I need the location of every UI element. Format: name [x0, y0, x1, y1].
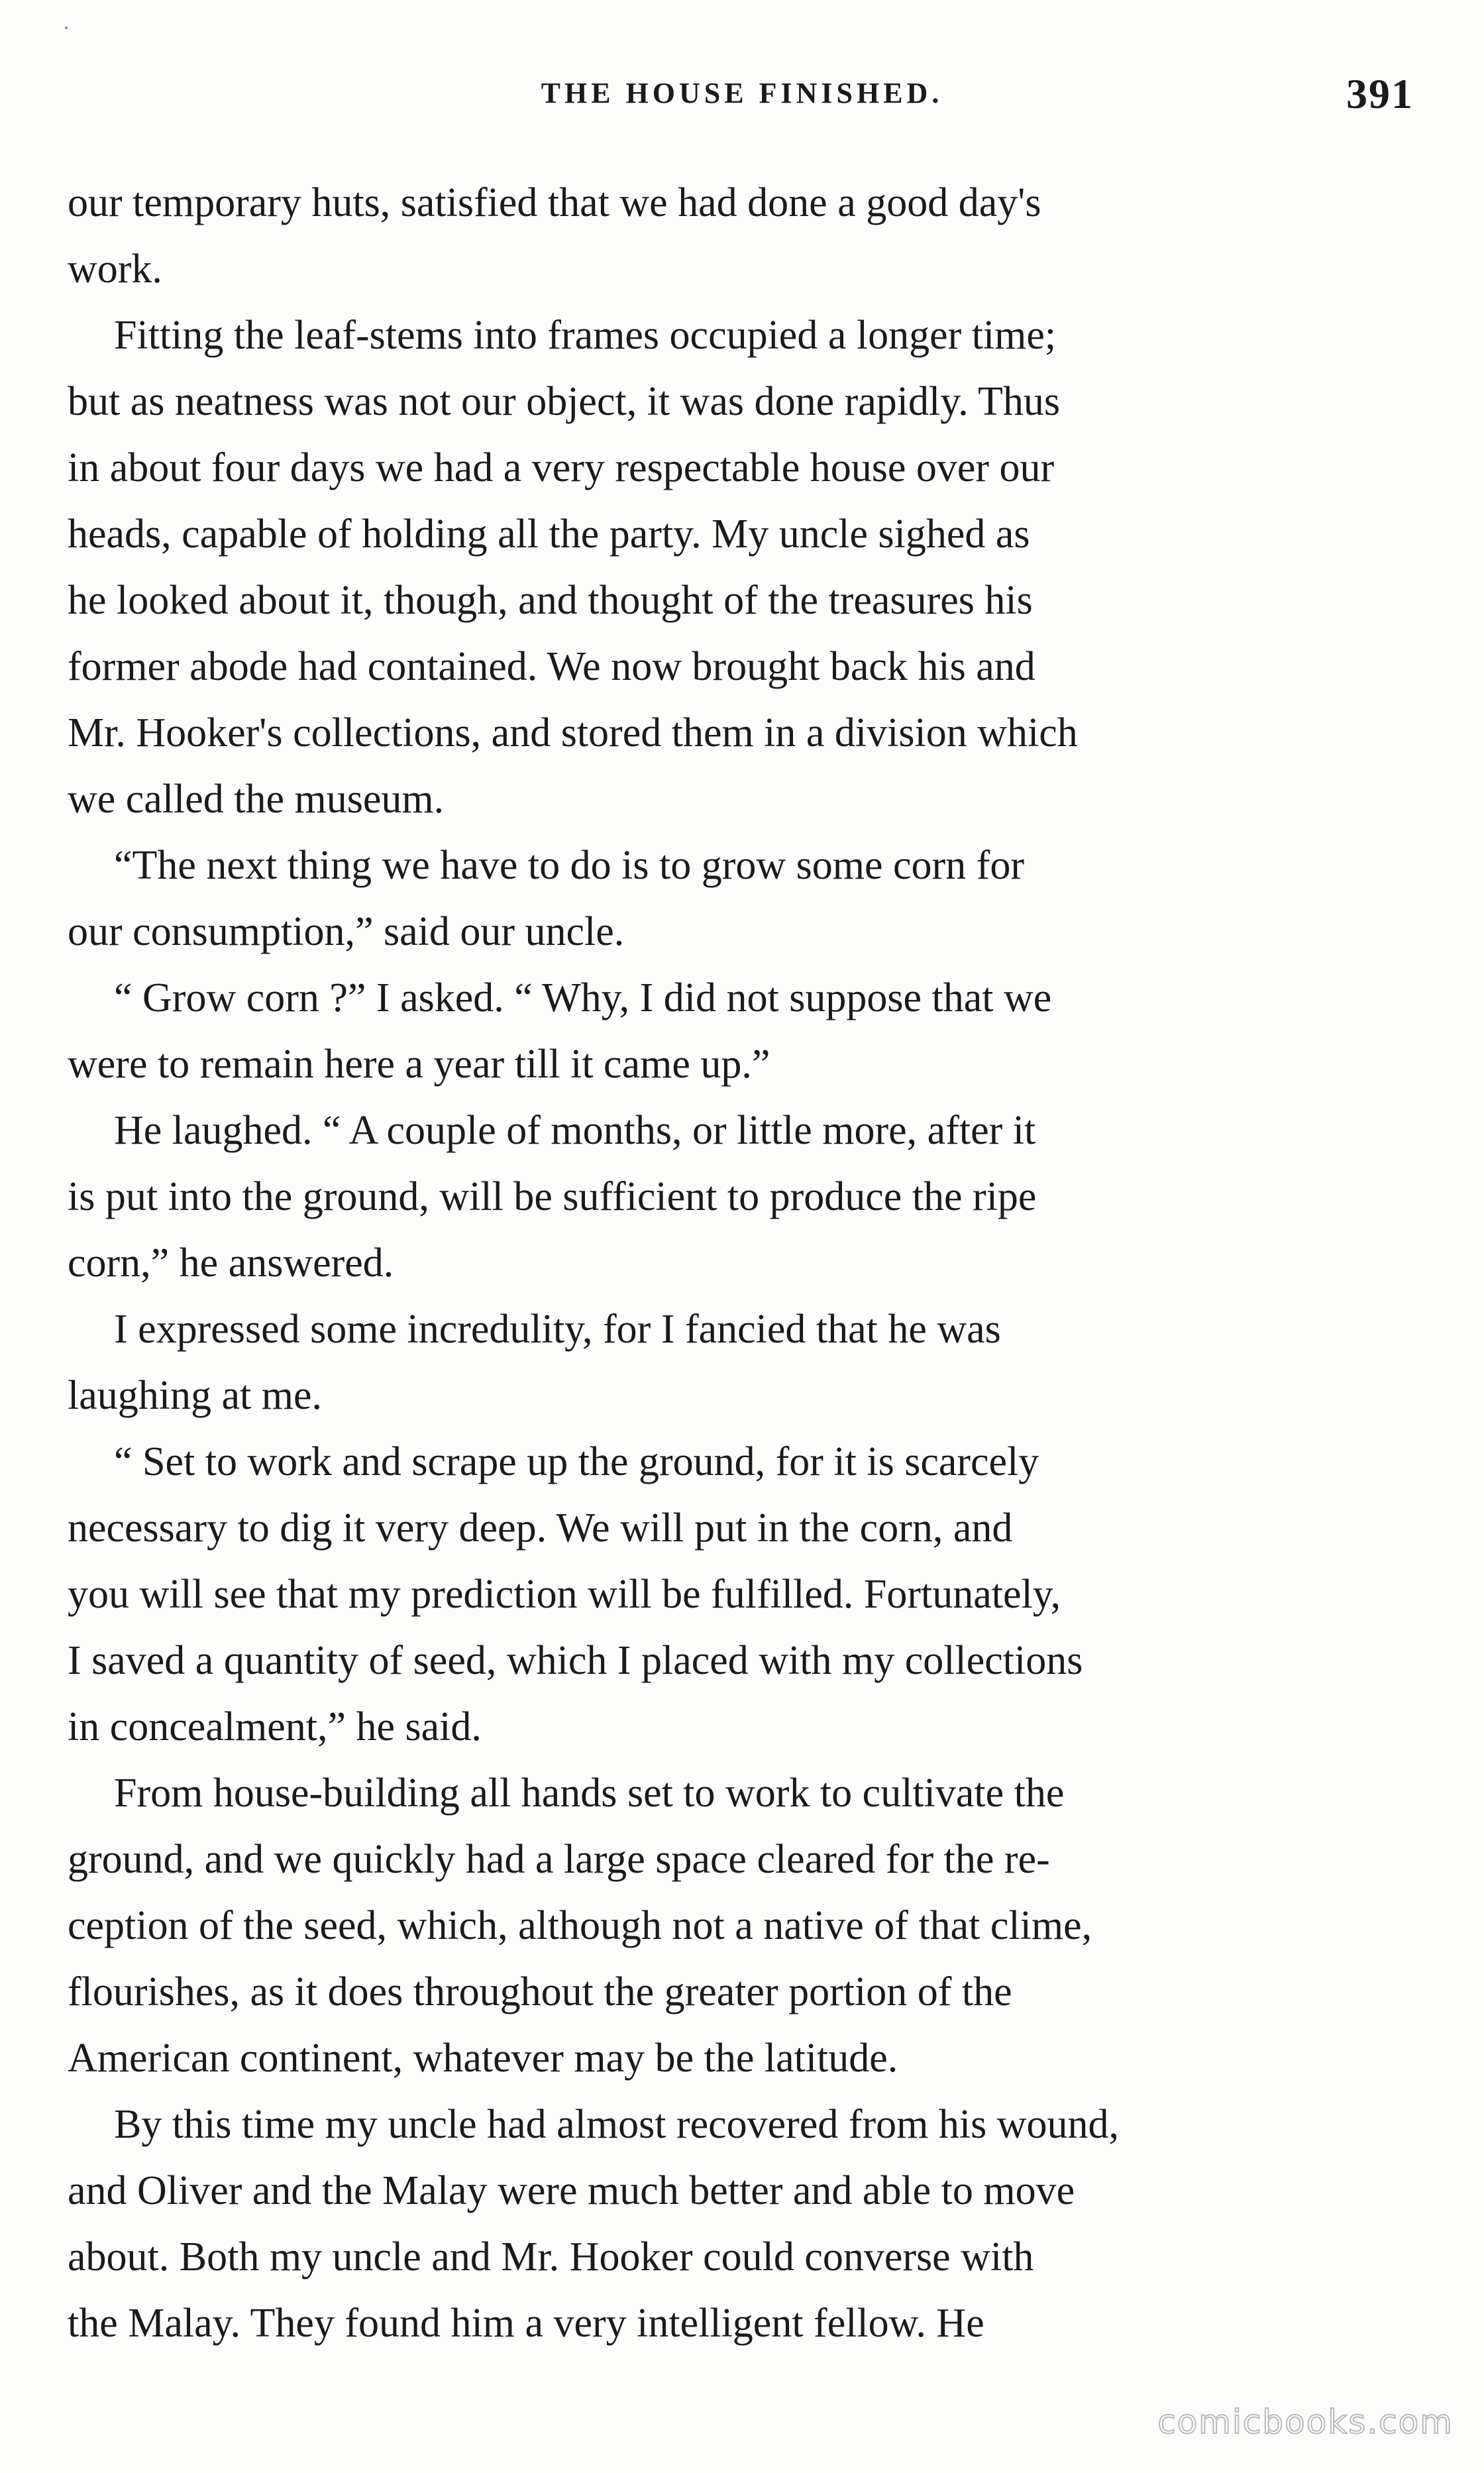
text-line: we called the museum.	[68, 777, 445, 822]
text-line: the Malay. They found him a very intelligent fellow. He	[68, 2301, 984, 2346]
text-line: necessary to dig it very deep. We will put in the corn, and	[68, 1506, 1013, 1551]
running-title: THE HOUSE FINISHED.	[541, 77, 943, 109]
text-line: about. Both my uncle and Mr. Hooker could converse with	[68, 2234, 1034, 2280]
running-head	[0, 70, 1484, 123]
text-line: is put into the ground, will be sufficient to produce the ripe	[68, 1174, 1037, 1219]
text-line: in about four days we had a very respectable house over our	[68, 445, 1055, 490]
text-line: From house-building all hands set to work to cultivate the	[114, 1771, 1065, 1816]
body-text	[68, 170, 1416, 2356]
text-line: laughing at me.	[68, 1373, 322, 1418]
text-line: former abode had contained. We now brought back his and	[68, 644, 1035, 689]
text-line: and Oliver and the Malay were much better and able to move	[68, 2168, 1075, 2213]
text-line: ception of the seed, which, although not a native of that clime,	[68, 1903, 1092, 1948]
text-line: corn,” he answered.	[68, 1240, 394, 1286]
text-line: I expressed some incredulity, for I fancied that he was	[114, 1307, 1001, 1352]
text-line: “The next thing we have to do is to grow some corn for	[114, 843, 1024, 888]
text-line: our temporary huts, satisfied that we had done a good day's	[68, 180, 1041, 225]
text-line: were to remain here a year till it came up.”	[68, 1042, 770, 1087]
text-line: “ Set to work and scrape up the ground, for it is scarcely	[114, 1439, 1039, 1484]
text-line: our consumption,” said our uncle.	[68, 909, 625, 954]
text-line: “ Grow corn ?” I asked. “ Why, I did not suppose that we	[114, 975, 1052, 1020]
text-line: Mr. Hooker's collections, and stored them in a division which	[68, 710, 1078, 755]
text-line: American continent, whatever may be the latitude.	[68, 2036, 898, 2081]
text-line: By this time my uncle had almost recovered from his wound,	[114, 2102, 1119, 2147]
text-line: work.	[68, 247, 162, 292]
text-line: but as neatness was not our object, it was done rapidly. Thus	[68, 379, 1061, 424]
text-line: He laughed. “ A couple of months, or little more, after it	[114, 1108, 1036, 1153]
text-line: flourishes, as it does throughout the greater portion of the	[68, 1969, 1012, 2014]
page-number: 391	[1346, 70, 1414, 117]
text-line: he looked about it, though, and thought of the treasures his	[68, 578, 1033, 623]
text-line: in concealment,” he said.	[68, 1704, 482, 1749]
text-line: ground, and we quickly had a large space cleared for the re-	[68, 1837, 1050, 1882]
text-line: heads, capable of holding all the party. My uncle sighed as	[68, 512, 1030, 557]
watermark: comicbooks.com	[1157, 2403, 1454, 2441]
print-speck	[65, 27, 68, 29]
text-line: I saved a quantity of seed, which I placed with my collections	[68, 1638, 1083, 1683]
text-line: Fitting the leaf-stems into frames occupied a longer time;	[114, 313, 1057, 358]
text-line: you will see that my prediction will be fulfilled. Fortunately,	[68, 1572, 1061, 1617]
